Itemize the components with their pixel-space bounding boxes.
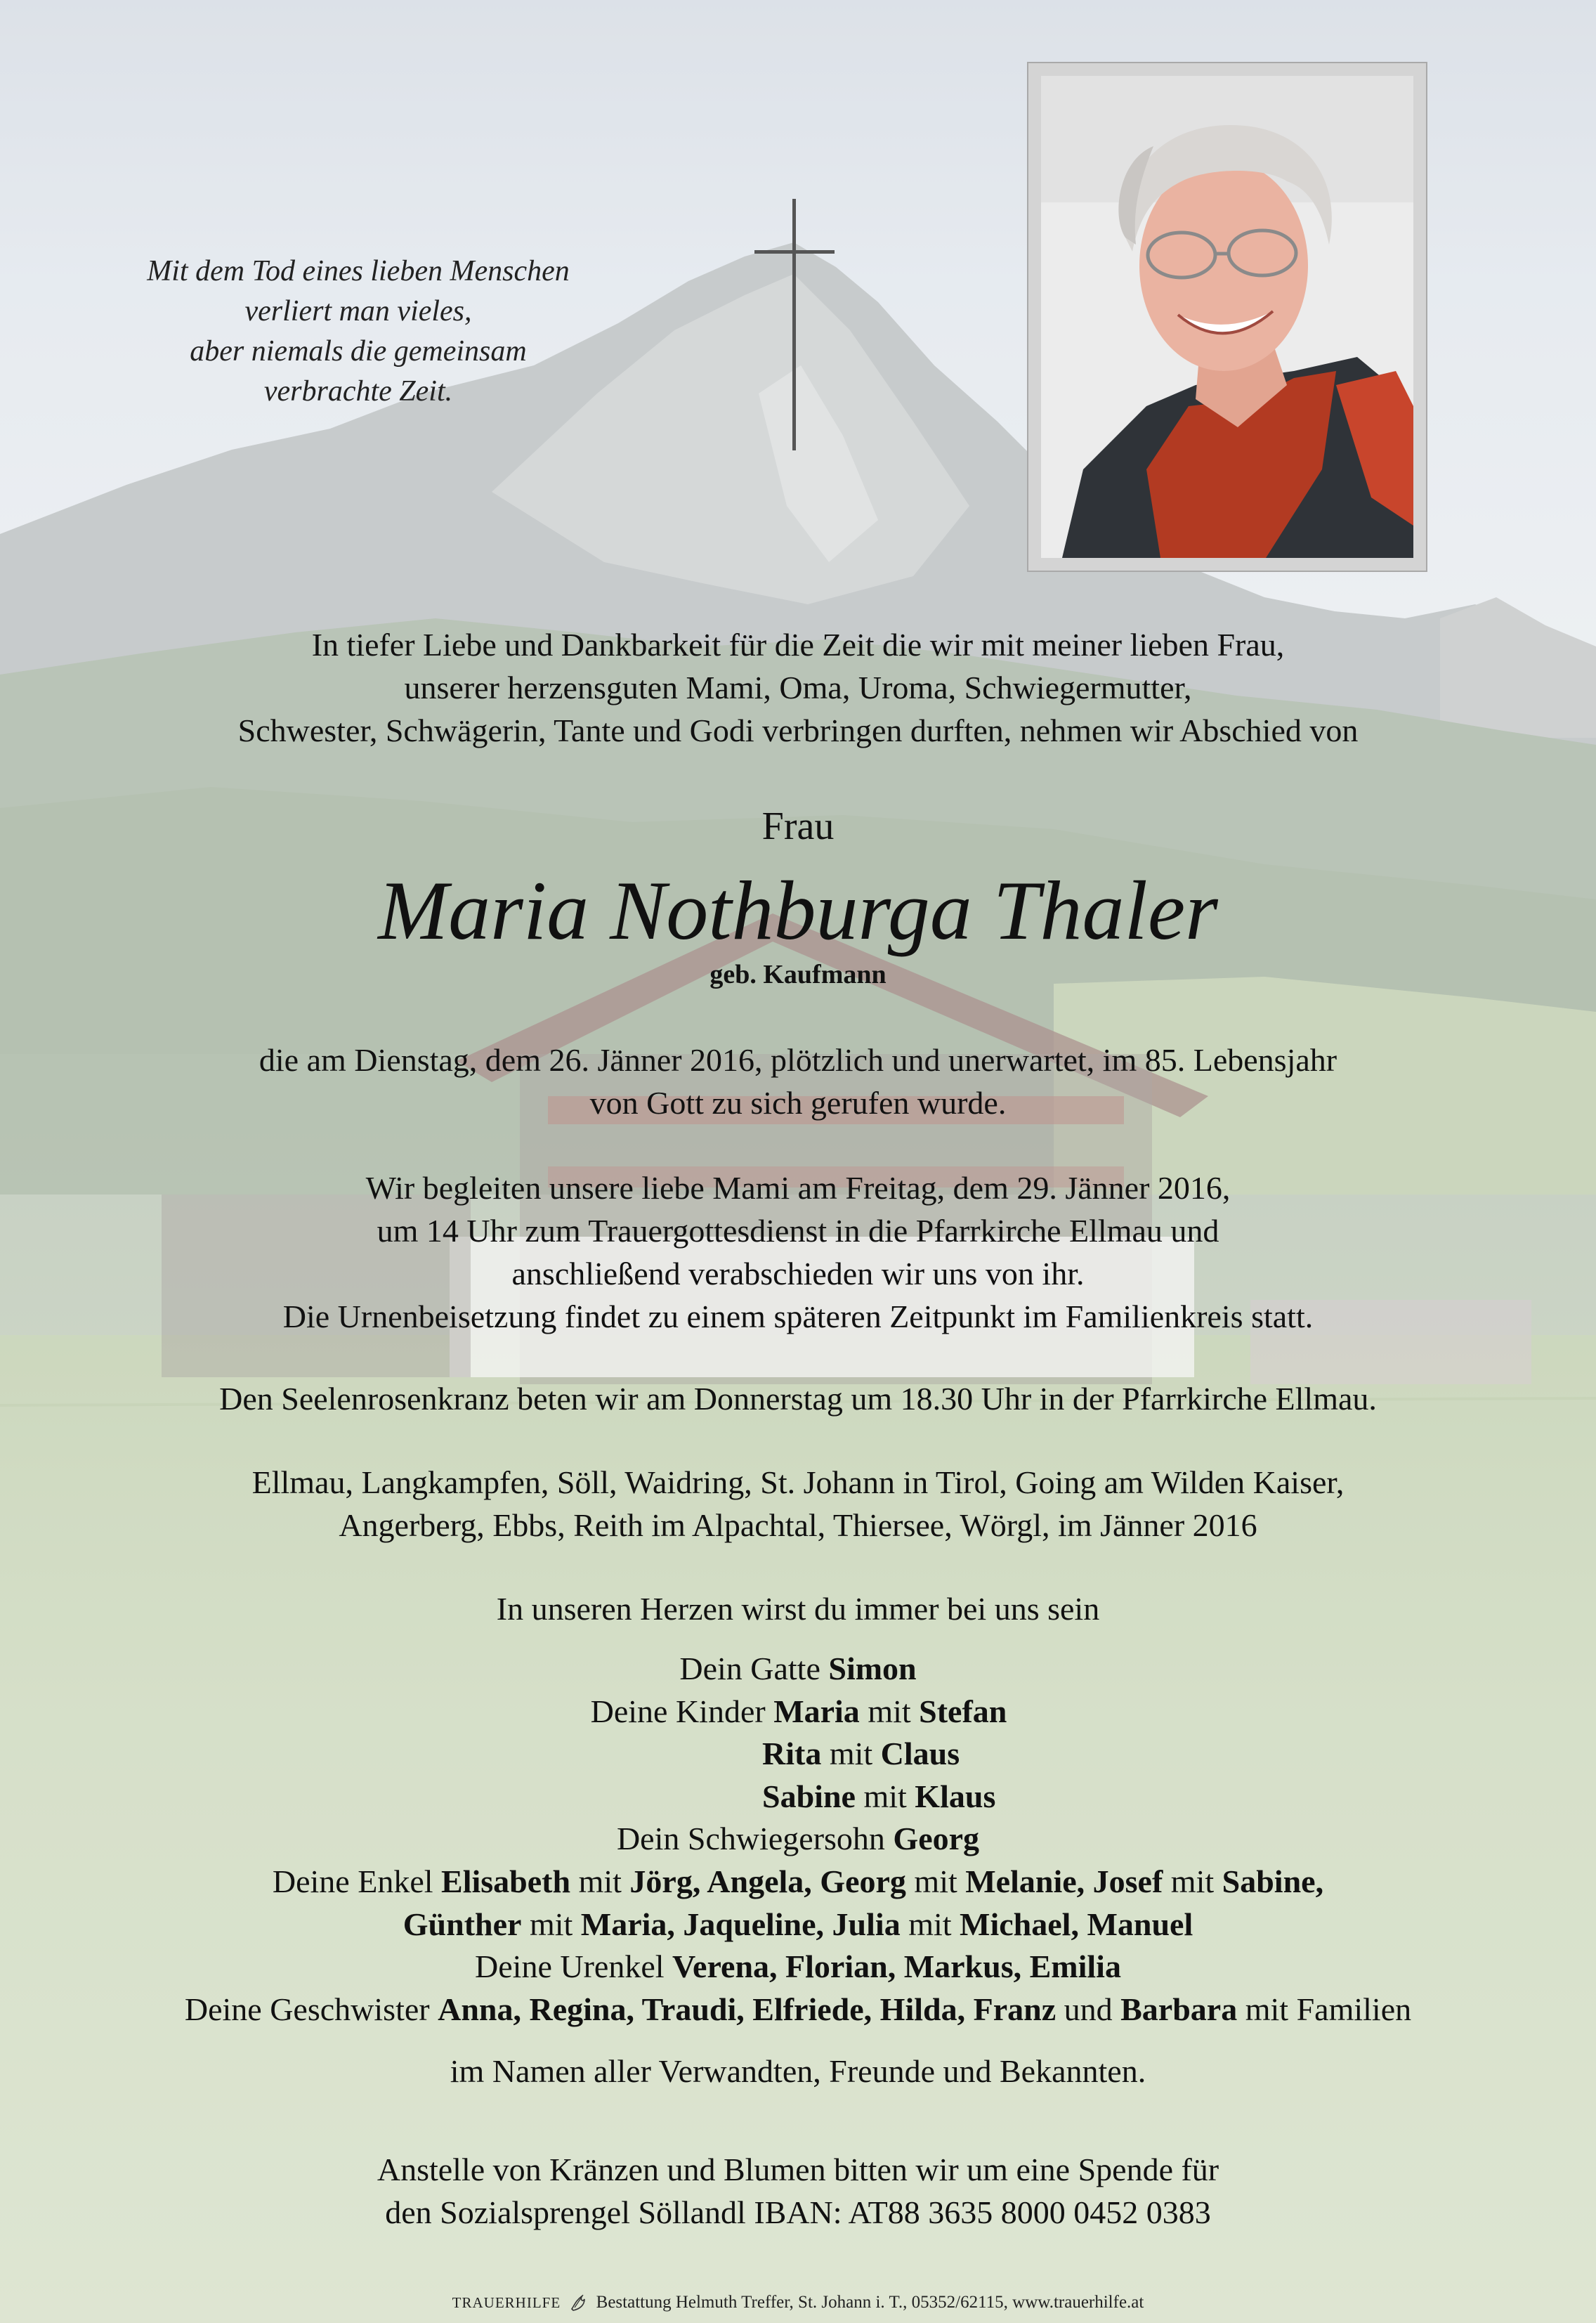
portrait-illustration xyxy=(1041,76,1413,558)
portrait-frame xyxy=(1027,62,1427,572)
grandchild-name: Michael, Manuel xyxy=(960,1906,1193,1942)
grandchild-name: Jörg, Angela, Georg xyxy=(629,1863,906,1899)
portrait-photo xyxy=(1041,76,1413,558)
funeral-line: Die Urnenbeisetzung findet zu einem späteren Zeitpunkt im Familienkreis statt. xyxy=(282,1299,1314,1334)
funeral-line: Wir begleiten unsere liebe Mami am Freitag, dem 29. Jänner 2016, xyxy=(365,1170,1231,1206)
intro-paragraph xyxy=(0,623,1596,752)
child-name: Sabine xyxy=(762,1778,856,1814)
great-grandchildren-names: Verena, Florian, Markus, Emilia xyxy=(672,1948,1121,1985)
sibling-name: Barbara xyxy=(1120,1991,1238,2027)
with-word: mit xyxy=(529,1906,573,1942)
family-list xyxy=(0,1648,1596,2031)
grandchild-name: Maria, Jaqueline, Julia xyxy=(580,1906,901,1942)
family-husband xyxy=(0,1648,1596,1691)
family-great-grandchildren xyxy=(0,1946,1596,1989)
with-word: mit xyxy=(914,1863,957,1899)
child-partner-name: Stefan xyxy=(919,1693,1007,1729)
donation-line: Anstelle von Kränzen und Blumen bitten wir um eine Spende für xyxy=(377,2152,1219,2187)
salutation: Frau xyxy=(761,805,835,848)
funeral-line: anschließend verabschieden wir uns von ihr. xyxy=(511,1256,1085,1291)
footer-text: Bestattung Helmuth Treffer, St. Johann i. T., 05352/62115, www.trauerhilfe.at xyxy=(596,2293,1144,2312)
son-in-law-name: Georg xyxy=(893,1821,980,1857)
family-siblings xyxy=(0,1989,1596,2031)
places-and-date xyxy=(0,1461,1596,1547)
death-notice-line: die am Dienstag, dem 26. Jänner 2016, plötzlich und unerwartet, im 85. Lebensjahr xyxy=(259,1042,1337,1078)
siblings-suffix: mit Familien xyxy=(1245,1991,1412,2027)
intro-line: In tiefer Liebe und Dankbarkeit für die Zeit die wir mit meiner lieben Frau, xyxy=(311,627,1285,663)
with-word: mit xyxy=(908,1906,952,1942)
siblings-names: Anna, Regina, Traudi, Elfriede, Hilda, Franz xyxy=(438,1991,1057,2027)
quote-line: verliert man vieles, xyxy=(244,295,472,327)
great-grandchildren-prefix: Deine Urenkel xyxy=(475,1948,665,1985)
places-line: Ellmau, Langkampfen, Söll, Waidring, St. Johann in Tirol, Going am Wilden Kaiser, xyxy=(251,1464,1345,1500)
donation-line: den Sozialsprengel Söllandl IBAN: AT88 3635 8000 0452 0383 xyxy=(385,2194,1211,2230)
family-son-in-law xyxy=(0,1818,1596,1861)
grandchild-name: Günther xyxy=(403,1906,522,1942)
grandchildren-prefix: Deine Enkel xyxy=(272,1863,433,1899)
dove-icon xyxy=(569,2292,587,2313)
cross-icon-bar xyxy=(754,250,835,254)
siblings-prefix: Deine Geschwister xyxy=(184,1991,430,2027)
with-word: mit xyxy=(863,1778,907,1814)
memorial-quote xyxy=(77,252,639,412)
and-word: und xyxy=(1064,1991,1113,2027)
intro-line: unserer herzensguten Mami, Oma, Uroma, Schwiegermutter, xyxy=(404,670,1192,705)
closing-line: im Namen aller Verwandten, Freunde und Bekannten. xyxy=(450,2053,1146,2089)
child-partner-name: Claus xyxy=(880,1736,960,1772)
footer-brand: TRAUERHILFE xyxy=(452,2294,561,2311)
quote-line: verbrachte Zeit. xyxy=(263,375,453,408)
birth-name: geb. Kaufmann xyxy=(709,960,887,989)
family-grandchildren-1 xyxy=(0,1861,1596,1904)
family-children-3 xyxy=(0,1776,1596,1818)
cross-icon xyxy=(792,199,796,450)
with-word: mit xyxy=(829,1736,873,1772)
family-children-2 xyxy=(0,1733,1596,1776)
death-notice-line: von Gott zu sich gerufen wurde. xyxy=(589,1085,1007,1121)
child-name: Maria xyxy=(773,1693,860,1729)
death-notice xyxy=(0,1039,1596,1124)
child-name: Rita xyxy=(762,1736,822,1772)
quote-line: Mit dem Tod eines lieben Menschen xyxy=(147,255,570,287)
intro-line: Schwester, Schwägerin, Tante und Godi verbringen durften, nehmen wir Abschied von xyxy=(237,712,1359,748)
family-children-1 xyxy=(0,1691,1596,1733)
heart-line: In unseren Herzen wirst du immer bei uns sein xyxy=(496,1591,1100,1627)
quote-line: aber niemals die gemeinsam xyxy=(190,335,527,367)
grandchild-name: Elisabeth xyxy=(441,1863,571,1899)
husband-name: Simon xyxy=(828,1651,917,1686)
grandchild-name: Sabine, xyxy=(1222,1863,1324,1899)
children-prefix: Deine Kinder xyxy=(590,1693,766,1729)
donation-request xyxy=(0,2148,1596,2234)
family-grandchildren-2 xyxy=(0,1904,1596,1946)
son-in-law-prefix: Dein Schwiegersohn xyxy=(616,1821,885,1857)
with-word: mit xyxy=(578,1863,622,1899)
child-partner-name: Klaus xyxy=(915,1778,996,1814)
places-line: Angerberg, Ebbs, Reith im Alpachtal, Thiersee, Wörgl, im Jänner 2016 xyxy=(339,1507,1257,1543)
with-word: mit xyxy=(1170,1863,1215,1899)
rosary-notice: Den Seelenrosenkranz beten wir am Donnerstag um 18.30 Uhr in der Pfarrkirche Ellmau. xyxy=(219,1381,1377,1417)
footer xyxy=(0,2292,1596,2313)
husband-prefix: Dein Gatte xyxy=(679,1651,820,1686)
deceased-name: Maria Nothburga Thaler xyxy=(378,864,1218,957)
funeral-line: um 14 Uhr zum Trauergottesdienst in die Pfarrkirche Ellmau und xyxy=(377,1213,1219,1249)
grandchild-name: Melanie, Josef xyxy=(965,1863,1163,1899)
with-word: mit xyxy=(868,1693,911,1729)
funeral-details xyxy=(0,1166,1596,1338)
